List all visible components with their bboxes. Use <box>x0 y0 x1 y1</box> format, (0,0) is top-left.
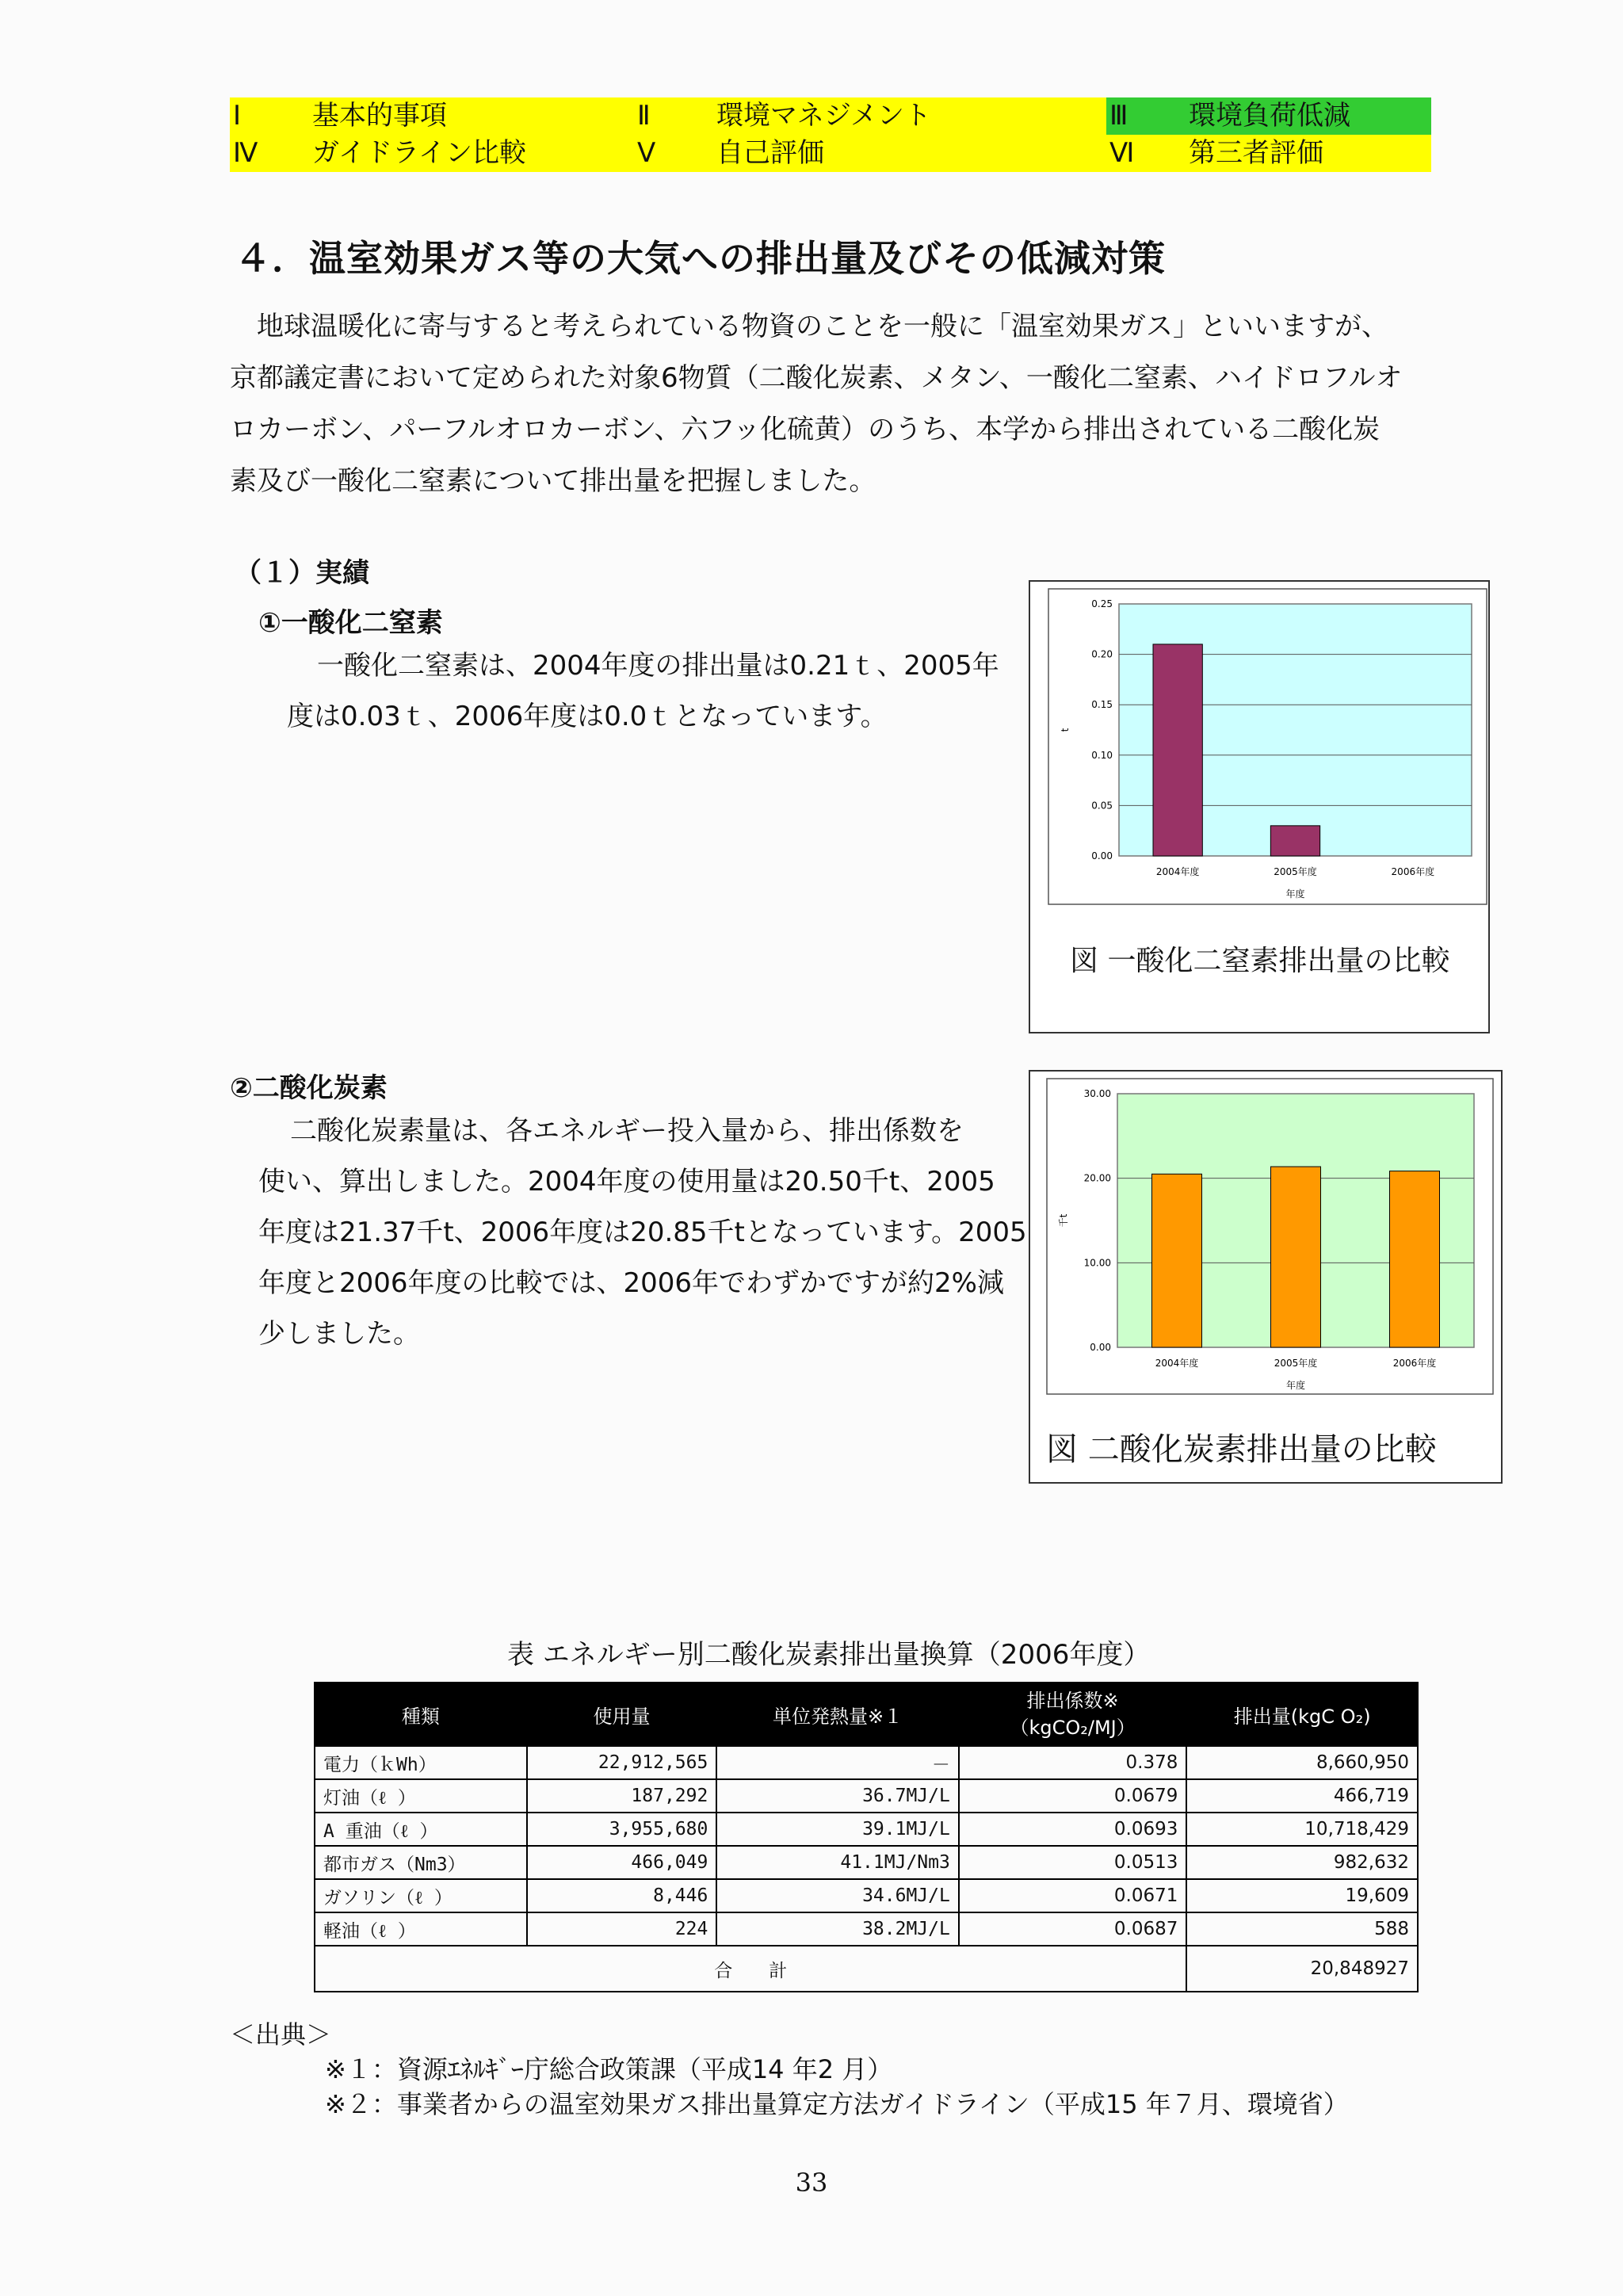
x-tick-label: 2005年度 <box>1274 1358 1318 1369</box>
table-cell: 36.7MJ/L <box>716 1779 958 1813</box>
table-cell: 10,718,429 <box>1186 1813 1418 1846</box>
bar <box>1270 826 1319 856</box>
nav-num-4[interactable]: Ⅳ <box>233 137 258 169</box>
y-tick-label: 0.20 <box>1091 648 1113 660</box>
y-tick-label: 0.00 <box>1090 1342 1111 1353</box>
intro-paragraph <box>230 301 1466 507</box>
table-cell: 224 <box>527 1912 717 1946</box>
nav-num-1[interactable]: Ⅰ <box>233 100 242 132</box>
section-title: ４．温室効果ガス等の大気への排出量及びその低減対策 <box>235 237 1166 280</box>
bar <box>1152 1174 1202 1347</box>
n2o-figure-caption: 図 一酸化二窒素排出量の比較 <box>1070 945 1450 977</box>
y-tick-label: 10.00 <box>1083 1257 1111 1269</box>
header-unit-heat: 単位発熱量※１ <box>716 1683 958 1746</box>
co2-line-3: 年度は21.37千t、2006年度は20.85千tとなっています。2005 <box>258 1217 1027 1248</box>
table-cell: 電力（ｋWh） <box>315 1746 527 1779</box>
table-header-row <box>315 1683 1418 1746</box>
x-tick-label: 2006年度 <box>1391 866 1435 877</box>
total-label: 合 計 <box>315 1946 1186 1992</box>
table-row <box>315 1779 1418 1813</box>
header-type: 種類 <box>315 1683 527 1746</box>
total-value: 20,848927 <box>1186 1946 1418 1992</box>
x-axis-label: 年度 <box>1285 1380 1306 1391</box>
nav-item-self-evaluation[interactable]: 自己評価 <box>716 137 824 169</box>
intro-line: 地球温暖化に寄与すると考えられている物資のことを一般に「温室効果ガス」といいますが、 <box>230 311 1388 342</box>
table-cell: 19,609 <box>1186 1879 1418 1912</box>
y-tick-label: 20.00 <box>1083 1172 1111 1184</box>
bar <box>1390 1171 1440 1347</box>
table-cell: 8,660,950 <box>1186 1746 1418 1779</box>
header-emission-factor: 排出係数※ （kgCO₂/MJ） <box>959 1683 1187 1746</box>
n2o-line-2: 度は0.03ｔ、2006年度は0.0ｔとなっています。 <box>287 701 888 732</box>
nav-num-3[interactable]: Ⅲ <box>1106 97 1186 135</box>
intro-line: 京都議定書において定められた対象6物質（二酸化炭素、メタン、一酸化二窒素、ハイドロフルオ <box>230 362 1403 394</box>
nav-num-5[interactable]: Ⅴ <box>637 137 656 169</box>
emissions-table <box>314 1682 1419 1992</box>
table-cell: 0.0687 <box>959 1912 1187 1946</box>
table-cell: 0.378 <box>959 1746 1187 1779</box>
table-cell: 0.0671 <box>959 1879 1187 1912</box>
table-cell: 0.0513 <box>959 1846 1187 1879</box>
y-tick-label: 0.10 <box>1091 749 1113 761</box>
section-nav <box>230 97 1431 172</box>
y-axis-label: t <box>1060 728 1071 732</box>
table-row <box>315 1813 1418 1846</box>
sources-heading: ＜出典＞ <box>230 2019 332 2050</box>
table-cell: 都市ガス（Nm3） <box>315 1846 527 1879</box>
co2-bar-chart <box>1046 1078 1498 1419</box>
co2-line-2: 使い、算出しました。2004年度の使用量は20.50千t、2005 <box>258 1166 995 1198</box>
table-cell: 466,719 <box>1186 1779 1418 1813</box>
header-usage: 使用量 <box>527 1683 717 1746</box>
source-1: ※１：資源ｴﾈﾙｷﾞｰ庁総合政策課（平成14 年2 月） <box>325 2054 893 2084</box>
n2o-heading: ①一酸化二窒素 <box>258 607 443 639</box>
nav-item-basic[interactable]: 基本的事項 <box>312 100 447 132</box>
table-caption: 表 エネルギー別二酸化炭素排出量換算（2006年度） <box>507 1639 1151 1671</box>
y-tick-label: 0.05 <box>1091 800 1113 812</box>
nav-num-6[interactable]: Ⅵ <box>1109 137 1135 169</box>
table-cell: 466,049 <box>527 1846 717 1879</box>
table-cell: 灯油（ℓ ） <box>315 1779 527 1813</box>
table-cell: 187,292 <box>527 1779 717 1813</box>
table-cell: 38.2MJ/L <box>716 1912 958 1946</box>
nav-item-management[interactable]: 環境マネジメント <box>716 100 931 132</box>
co2-line-1: 二酸化炭素量は、各エネルギー投入量から、排出係数を <box>290 1115 964 1147</box>
table-cell: 22,912,565 <box>527 1746 717 1779</box>
table-cell: ガソリン（ℓ ） <box>315 1879 527 1912</box>
table-cell: 0.0693 <box>959 1813 1187 1846</box>
table-cell: 軽油（ℓ ） <box>315 1912 527 1946</box>
co2-figure <box>1029 1070 1503 1484</box>
table-total-row <box>315 1946 1418 1992</box>
bar <box>1271 1167 1321 1347</box>
table-cell: 41.1MJ/Nm3 <box>716 1846 958 1879</box>
table-cell: 0.0679 <box>959 1779 1187 1813</box>
table-cell: 8,446 <box>527 1879 717 1912</box>
nav-item-load-reduction[interactable]: 環境負荷低減 <box>1186 97 1431 135</box>
y-tick-label: 0.25 <box>1091 598 1113 609</box>
y-tick-label: 0.00 <box>1091 850 1113 861</box>
nav-item-guideline[interactable]: ガイドライン比較 <box>312 137 526 169</box>
intro-line: ロカーボン、パーフルオロカーボン、六フッ化硫黄）のうち、本学から排出されている二酸化炭 <box>230 414 1381 445</box>
table-row <box>315 1879 1418 1912</box>
nav-item-third-party[interactable]: 第三者評価 <box>1189 137 1323 169</box>
n2o-line-1: 一酸化二窒素は、2004年度の排出量は0.21ｔ、2005年 <box>317 650 999 682</box>
n2o-figure <box>1029 580 1490 1033</box>
table-row <box>315 1846 1418 1879</box>
co2-line-4: 年度と2006年度の比較では、2006年でわずかですが約2%減 <box>258 1267 1004 1299</box>
table-cell: 3,955,680 <box>527 1813 717 1846</box>
x-tick-label: 2004年度 <box>1155 866 1200 877</box>
nav-num-2[interactable]: Ⅱ <box>637 100 651 132</box>
y-axis-label: 千t <box>1058 1213 1069 1228</box>
x-axis-label: 年度 <box>1285 888 1305 900</box>
table-cell: 34.6MJ/L <box>716 1879 958 1912</box>
table-row <box>315 1746 1418 1779</box>
x-tick-label: 2004年度 <box>1155 1358 1199 1369</box>
table-cell: 588 <box>1186 1912 1418 1946</box>
results-heading: （１）実績 <box>235 557 369 589</box>
table-cell: 39.1MJ/L <box>716 1813 958 1846</box>
y-tick-label: 0.15 <box>1091 699 1113 711</box>
table-cell: － <box>716 1746 958 1779</box>
page-number: 33 <box>795 2168 828 2198</box>
table-row <box>315 1912 1418 1946</box>
source-2: ※２：事業者からの温室効果ガス排出量算定方法ガイドライン（平成15 年７月、環境省） <box>325 2089 1349 2119</box>
table-cell: 982,632 <box>1186 1846 1418 1879</box>
x-tick-label: 2006年度 <box>1392 1358 1437 1369</box>
co2-heading: ②二酸化炭素 <box>230 1072 388 1104</box>
bar <box>1153 644 1202 856</box>
n2o-bar-chart <box>1048 588 1491 953</box>
y-tick-label: 30.00 <box>1083 1088 1111 1099</box>
header-emission-amount: 排出量(kgC O₂) <box>1186 1683 1418 1746</box>
intro-line: 素及び一酸化二窒素について排出量を把握しました。 <box>230 465 876 497</box>
co2-figure-caption: 図 二酸化炭素排出量の比較 <box>1046 1431 1437 1468</box>
table-cell: A 重油（ℓ ） <box>315 1813 527 1846</box>
x-tick-label: 2005年度 <box>1274 866 1317 877</box>
co2-line-5: 少しました。 <box>258 1318 420 1350</box>
